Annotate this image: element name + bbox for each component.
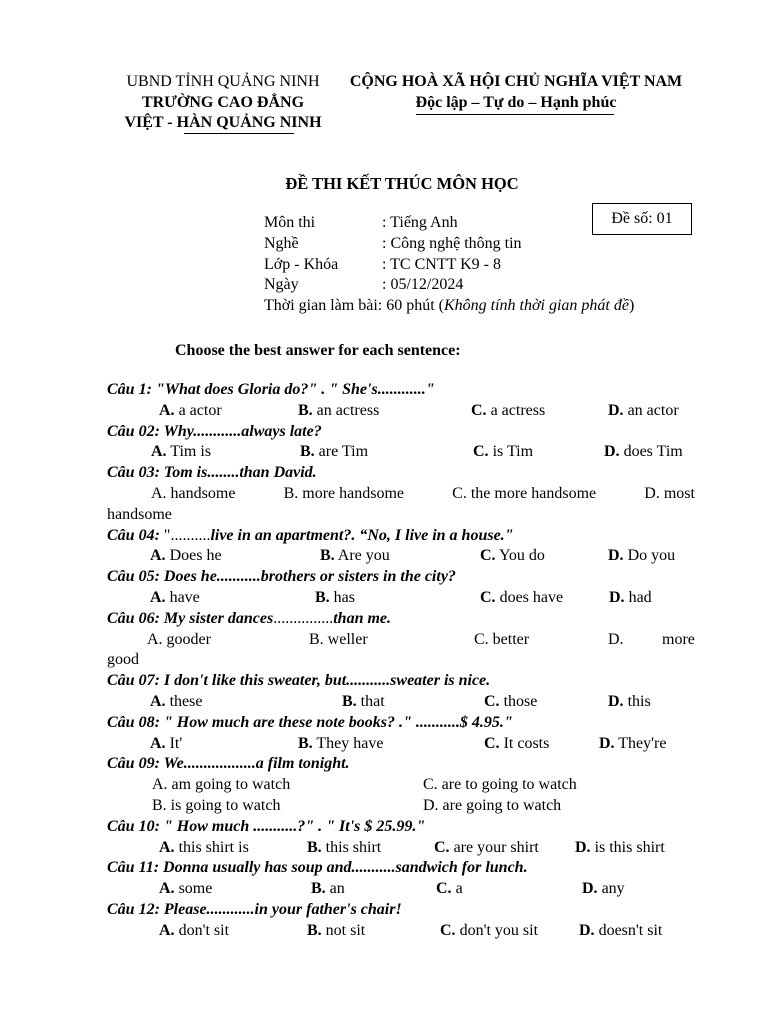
authority-name: UBND TỈNH QUẢNG NINH	[126, 73, 320, 90]
time-line	[264, 296, 634, 317]
answer-option-d[interactable]: D.	[608, 630, 624, 648]
major-label: Nghề	[264, 234, 299, 252]
question-text: : My sister dances	[154, 609, 274, 627]
answer-option-d-continued: good	[107, 651, 139, 669]
answer-option-b[interactable]: B. weller	[309, 630, 368, 648]
answer-option-c[interactable]: C. It costs	[484, 734, 550, 752]
answer-option-b[interactable]: B. an	[311, 880, 345, 898]
question-stem	[107, 713, 695, 734]
question-text: : " How much are these note books? ." ...........$ 4.95."	[154, 713, 513, 731]
motto-underline	[416, 114, 614, 115]
answer-option-c[interactable]: C. is Tim	[473, 443, 534, 461]
answer-option-d[interactable]: D. Do you	[608, 547, 676, 565]
answer-row	[107, 401, 695, 422]
answer-option-d[interactable]: D. any	[582, 880, 625, 898]
question-text: : Why............always late?	[154, 422, 322, 440]
answer-option-b[interactable]: B. is going to watch	[152, 796, 281, 814]
exam-title: ĐỀ THI KẾT THÚC MÔN HỌC	[285, 174, 519, 193]
school-name-line1: TRƯỜNG CAO ĐẲNG	[141, 93, 305, 111]
answer-option-a[interactable]: A. gooder	[147, 630, 211, 648]
question-stem	[107, 858, 695, 879]
answer-option-a[interactable]: A. am going to watch	[152, 776, 291, 794]
question-stem	[107, 754, 695, 775]
answer-row	[107, 838, 695, 859]
answer-option-a[interactable]: A. It'	[150, 734, 183, 752]
answer-option-a[interactable]: A. have	[150, 588, 200, 606]
answer-option-c[interactable]: C. don't you sit	[440, 921, 539, 939]
question-stem	[107, 380, 695, 401]
question-number: Câu 11	[107, 859, 154, 877]
question-number: Câu 1:	[107, 381, 152, 398]
question-text: : Please............in your father's chair!	[154, 900, 402, 918]
answer-option-d[interactable]: D. this	[608, 692, 651, 710]
subject-label: Môn thi	[264, 214, 316, 231]
answer-option-d[interactable]: D. doesn't sit	[579, 921, 663, 939]
answer-option-d[interactable]: D. are going to watch	[423, 796, 562, 814]
answer-row	[107, 546, 695, 567]
class-label: Lớp - Khóa	[264, 255, 339, 273]
answer-option-c[interactable]: C. a actress	[471, 401, 546, 419]
school-underline	[184, 133, 294, 134]
answer-option-d-continued: handsome	[107, 505, 172, 523]
time-note: Không tính thời gian phát đề	[443, 297, 629, 315]
question-text: live in an apartment?. “No, I live in a house."	[210, 526, 514, 544]
answer-option-d[interactable]: D. most	[644, 484, 695, 502]
answer-option-c[interactable]: C. You do	[480, 547, 545, 565]
question-number: Câu 02	[107, 422, 155, 440]
school-header	[112, 72, 334, 134]
answer-option-d-text: more	[662, 630, 695, 648]
question-blank: "..........	[159, 526, 211, 544]
answer-row	[107, 588, 695, 609]
answer-option-b[interactable]: B. not sit	[307, 921, 366, 939]
answer-row	[107, 692, 695, 713]
answer-option-d[interactable]: D. had	[609, 588, 652, 606]
question-number: Câu 04:	[107, 526, 160, 544]
question-number: Câu 09	[107, 755, 155, 773]
answer-option-a[interactable]: A. this shirt is	[159, 838, 249, 856]
class-value: : TC CNTT K9 - 8	[382, 255, 501, 273]
question-stem	[107, 422, 695, 443]
time-suffix: )	[628, 297, 635, 315]
answer-row	[107, 442, 695, 463]
answer-row	[107, 484, 695, 505]
question-number: Câu 07	[107, 672, 155, 690]
question-number: Câu 05	[107, 568, 155, 586]
question-blank: ...............	[273, 609, 334, 627]
question-number: Câu 10	[107, 817, 155, 835]
question-text: : I don't like this sweater, but...........sweater is nice.	[154, 672, 491, 690]
question-number: Câu 08	[107, 713, 155, 731]
answer-row	[107, 921, 695, 942]
answer-option-a[interactable]: A. handsome	[151, 484, 236, 502]
answer-option-a[interactable]: A. Tim is	[151, 443, 212, 461]
answer-option-a[interactable]: A. a actor	[159, 401, 222, 419]
question-stem	[107, 526, 695, 547]
exam-code: Đề số: 01	[611, 210, 673, 227]
answer-option-d[interactable]: D. an actor	[608, 401, 679, 419]
answer-option-b[interactable]: B. Are you	[320, 547, 390, 565]
answer-option-c[interactable]: C. are to going to watch	[423, 776, 577, 794]
exam-info	[264, 213, 634, 317]
answer-option-d[interactable]: D. is this shirt	[575, 838, 665, 856]
date-value: : 05/12/2024	[382, 276, 464, 294]
question-stem	[107, 609, 695, 630]
answer-row	[107, 630, 695, 651]
national-motto: Độc lập – Tự do – Hạnh phúc	[415, 93, 617, 111]
answer-option-c[interactable]: C. a	[436, 880, 463, 898]
question-stem	[107, 567, 695, 588]
answer-row	[107, 734, 695, 755]
question-text: : Does he...........brothers or sisters in the city?	[154, 568, 456, 586]
time-prefix: Thời gian làm bài: 60 phút (	[264, 297, 444, 315]
question-stem	[107, 817, 695, 838]
question-number: Câu 03	[107, 464, 155, 482]
question-stem	[107, 671, 695, 692]
question-text: : Tom is........than David.	[154, 464, 317, 482]
answer-option-c[interactable]: C. are your shirt	[434, 838, 539, 856]
question-list	[107, 380, 695, 942]
answer-option-b[interactable]: B. are Tim	[300, 443, 369, 461]
subject-value: : Tiếng Anh	[382, 214, 458, 231]
country-name: CỘNG HOÀ XÃ HỘI CHỦ NGHĨA VIỆT NAM	[349, 73, 683, 90]
answer-option-b[interactable]: B. an actress	[298, 401, 380, 419]
question-number: Câu 06	[107, 609, 155, 627]
answer-option-b[interactable]: B. more handsome	[283, 484, 405, 502]
question-text: : Donna usually has soup and...........sandwich for lunch.	[153, 859, 528, 877]
answer-option-a[interactable]: A. some	[159, 880, 213, 898]
instruction: Choose the best answer for each sentence:	[175, 342, 461, 359]
answer-option-c[interactable]: C. the more handsome	[452, 484, 597, 502]
national-header	[340, 72, 692, 113]
answer-row	[107, 879, 695, 900]
answer-option-c[interactable]: C. those	[484, 692, 538, 710]
answer-option-c[interactable]: C. better	[474, 630, 530, 648]
school-name-line2: VIỆT - HÀN QUẢNG NINH	[124, 114, 322, 132]
question-text: "What does Gloria do?" . " She's............"	[151, 381, 435, 398]
question-number: Câu 12	[107, 900, 155, 918]
answer-option-a[interactable]: A. don't sit	[159, 921, 230, 939]
answer-wrap	[107, 505, 695, 526]
date-label: Ngày	[264, 276, 299, 294]
answer-row	[107, 775, 695, 796]
answer-option-d[interactable]: D. does Tim	[604, 443, 683, 461]
question-text: : " How much ...........?" . " It's $ 25.99."	[154, 817, 426, 835]
question-text: : We..................a film tonight.	[154, 755, 350, 773]
question-stem	[107, 900, 695, 921]
answer-option-c[interactable]: C. does have	[480, 588, 564, 606]
answer-wrap	[107, 650, 695, 671]
major-value: : Công nghệ thông tin	[382, 234, 522, 252]
answer-option-b[interactable]: B. has	[315, 588, 355, 606]
answer-row	[107, 796, 695, 817]
answer-option-b[interactable]: B. this shirt	[307, 838, 382, 856]
answer-option-d[interactable]: D. They're	[599, 734, 667, 752]
answer-option-a[interactable]: A. Does he	[150, 547, 222, 565]
question-stem	[107, 463, 695, 484]
question-text-end: than me.	[333, 609, 392, 627]
answer-option-b[interactable]: B. that	[342, 692, 385, 710]
answer-option-b[interactable]: B. They have	[298, 734, 384, 752]
answer-option-a[interactable]: A. these	[150, 692, 203, 710]
